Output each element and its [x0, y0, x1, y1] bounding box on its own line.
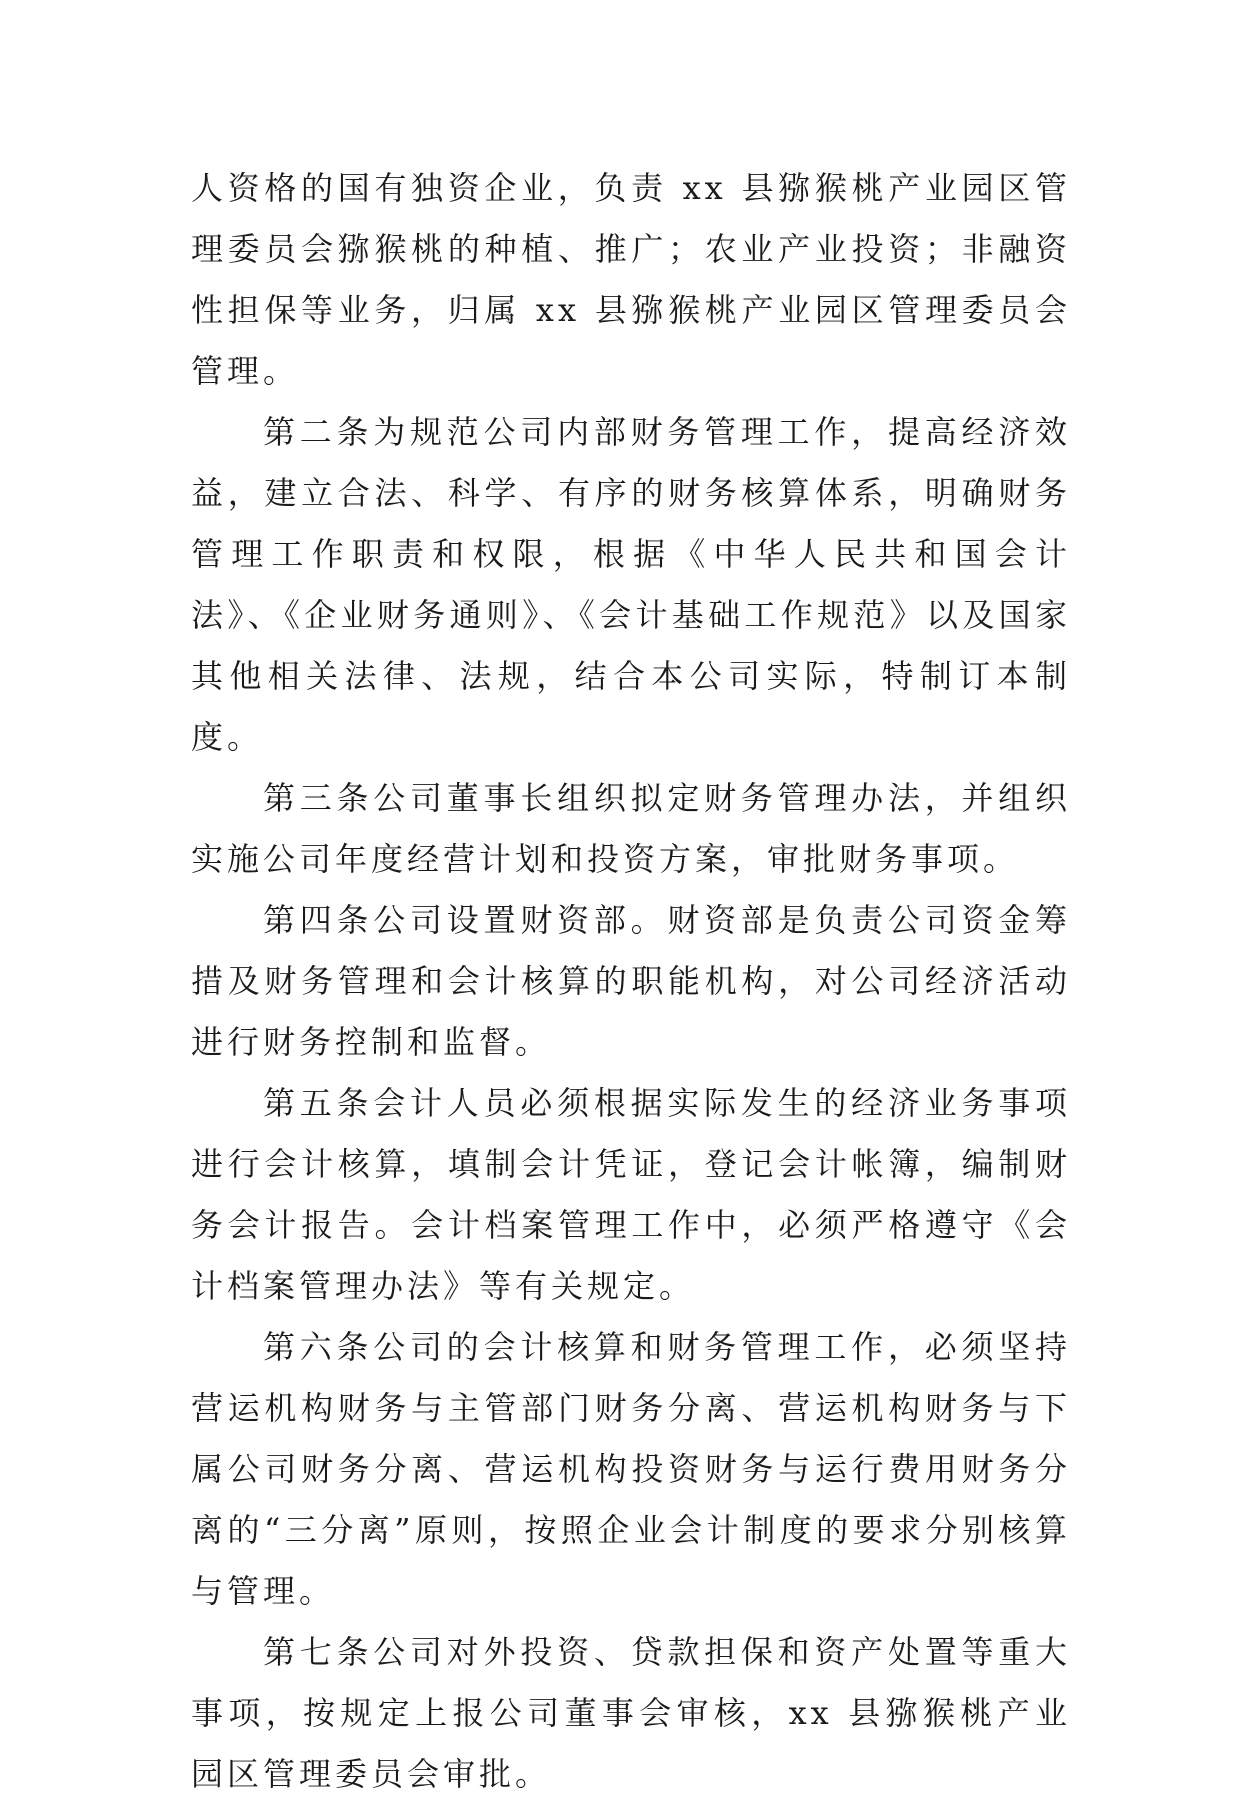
paragraph-article-4: 第四条公司设置财资部。财资部是负责公司资金筹措及财务管理和会计核算的职能机构，对公司经济活动进行财务控制和监督。 — [191, 901, 1071, 1061]
paragraph-article-5: 第五条会计人员必须根据实际发生的经济业务事项进行会计核算，填制会计凭证，登记会计帐簿，编制财务会计报告。会计档案管理工作中，必须严格遵守《会计档案管理办法》等有关规定。 — [191, 1084, 1071, 1305]
document-body — [191, 158, 1071, 1805]
paragraph-article-2: 第二条为规范公司内部财务管理工作，提高经济效益，建立合法、科学、有序的财务核算体系，明确财务管理工作职责和权限，根据《中华人民共和国会计法》、《企业财务通则》、《会计基础工作规范》以及国家其他相关法律、法规，结合本公司实际，特制订本制度。 — [191, 413, 1071, 756]
paragraph-article-7: 第七条公司对外投资、贷款担保和资产处置等重大事项，按规定上报公司董事会审核，xx 县猕猴桃产业园区管理委员会审批。 — [191, 1633, 1071, 1793]
paragraph-continuation: 人资格的国有独资企业，负责 xx 县猕猴桃产业园区管理委员会猕猴桃的种植、推广；农业产业投资；非融资性担保等业务，归属 xx 县猕猴桃产业园区管理委员会管理。 — [191, 169, 1071, 390]
paragraph-article-3: 第三条公司董事长组织拟定财务管理办法，并组织实施公司年度经营计划和投资方案，审批财务事项。 — [191, 779, 1071, 878]
paragraph-article-6: 第六条公司的会计核算和财务管理工作，必须坚持营运机构财务与主管部门财务分离、营运机构财务与下属公司财务分离、营运机构投资财务与运行费用财务分离的“三分离”原则，按照企业会计制度的要求分别核算与管理。 — [191, 1328, 1071, 1610]
